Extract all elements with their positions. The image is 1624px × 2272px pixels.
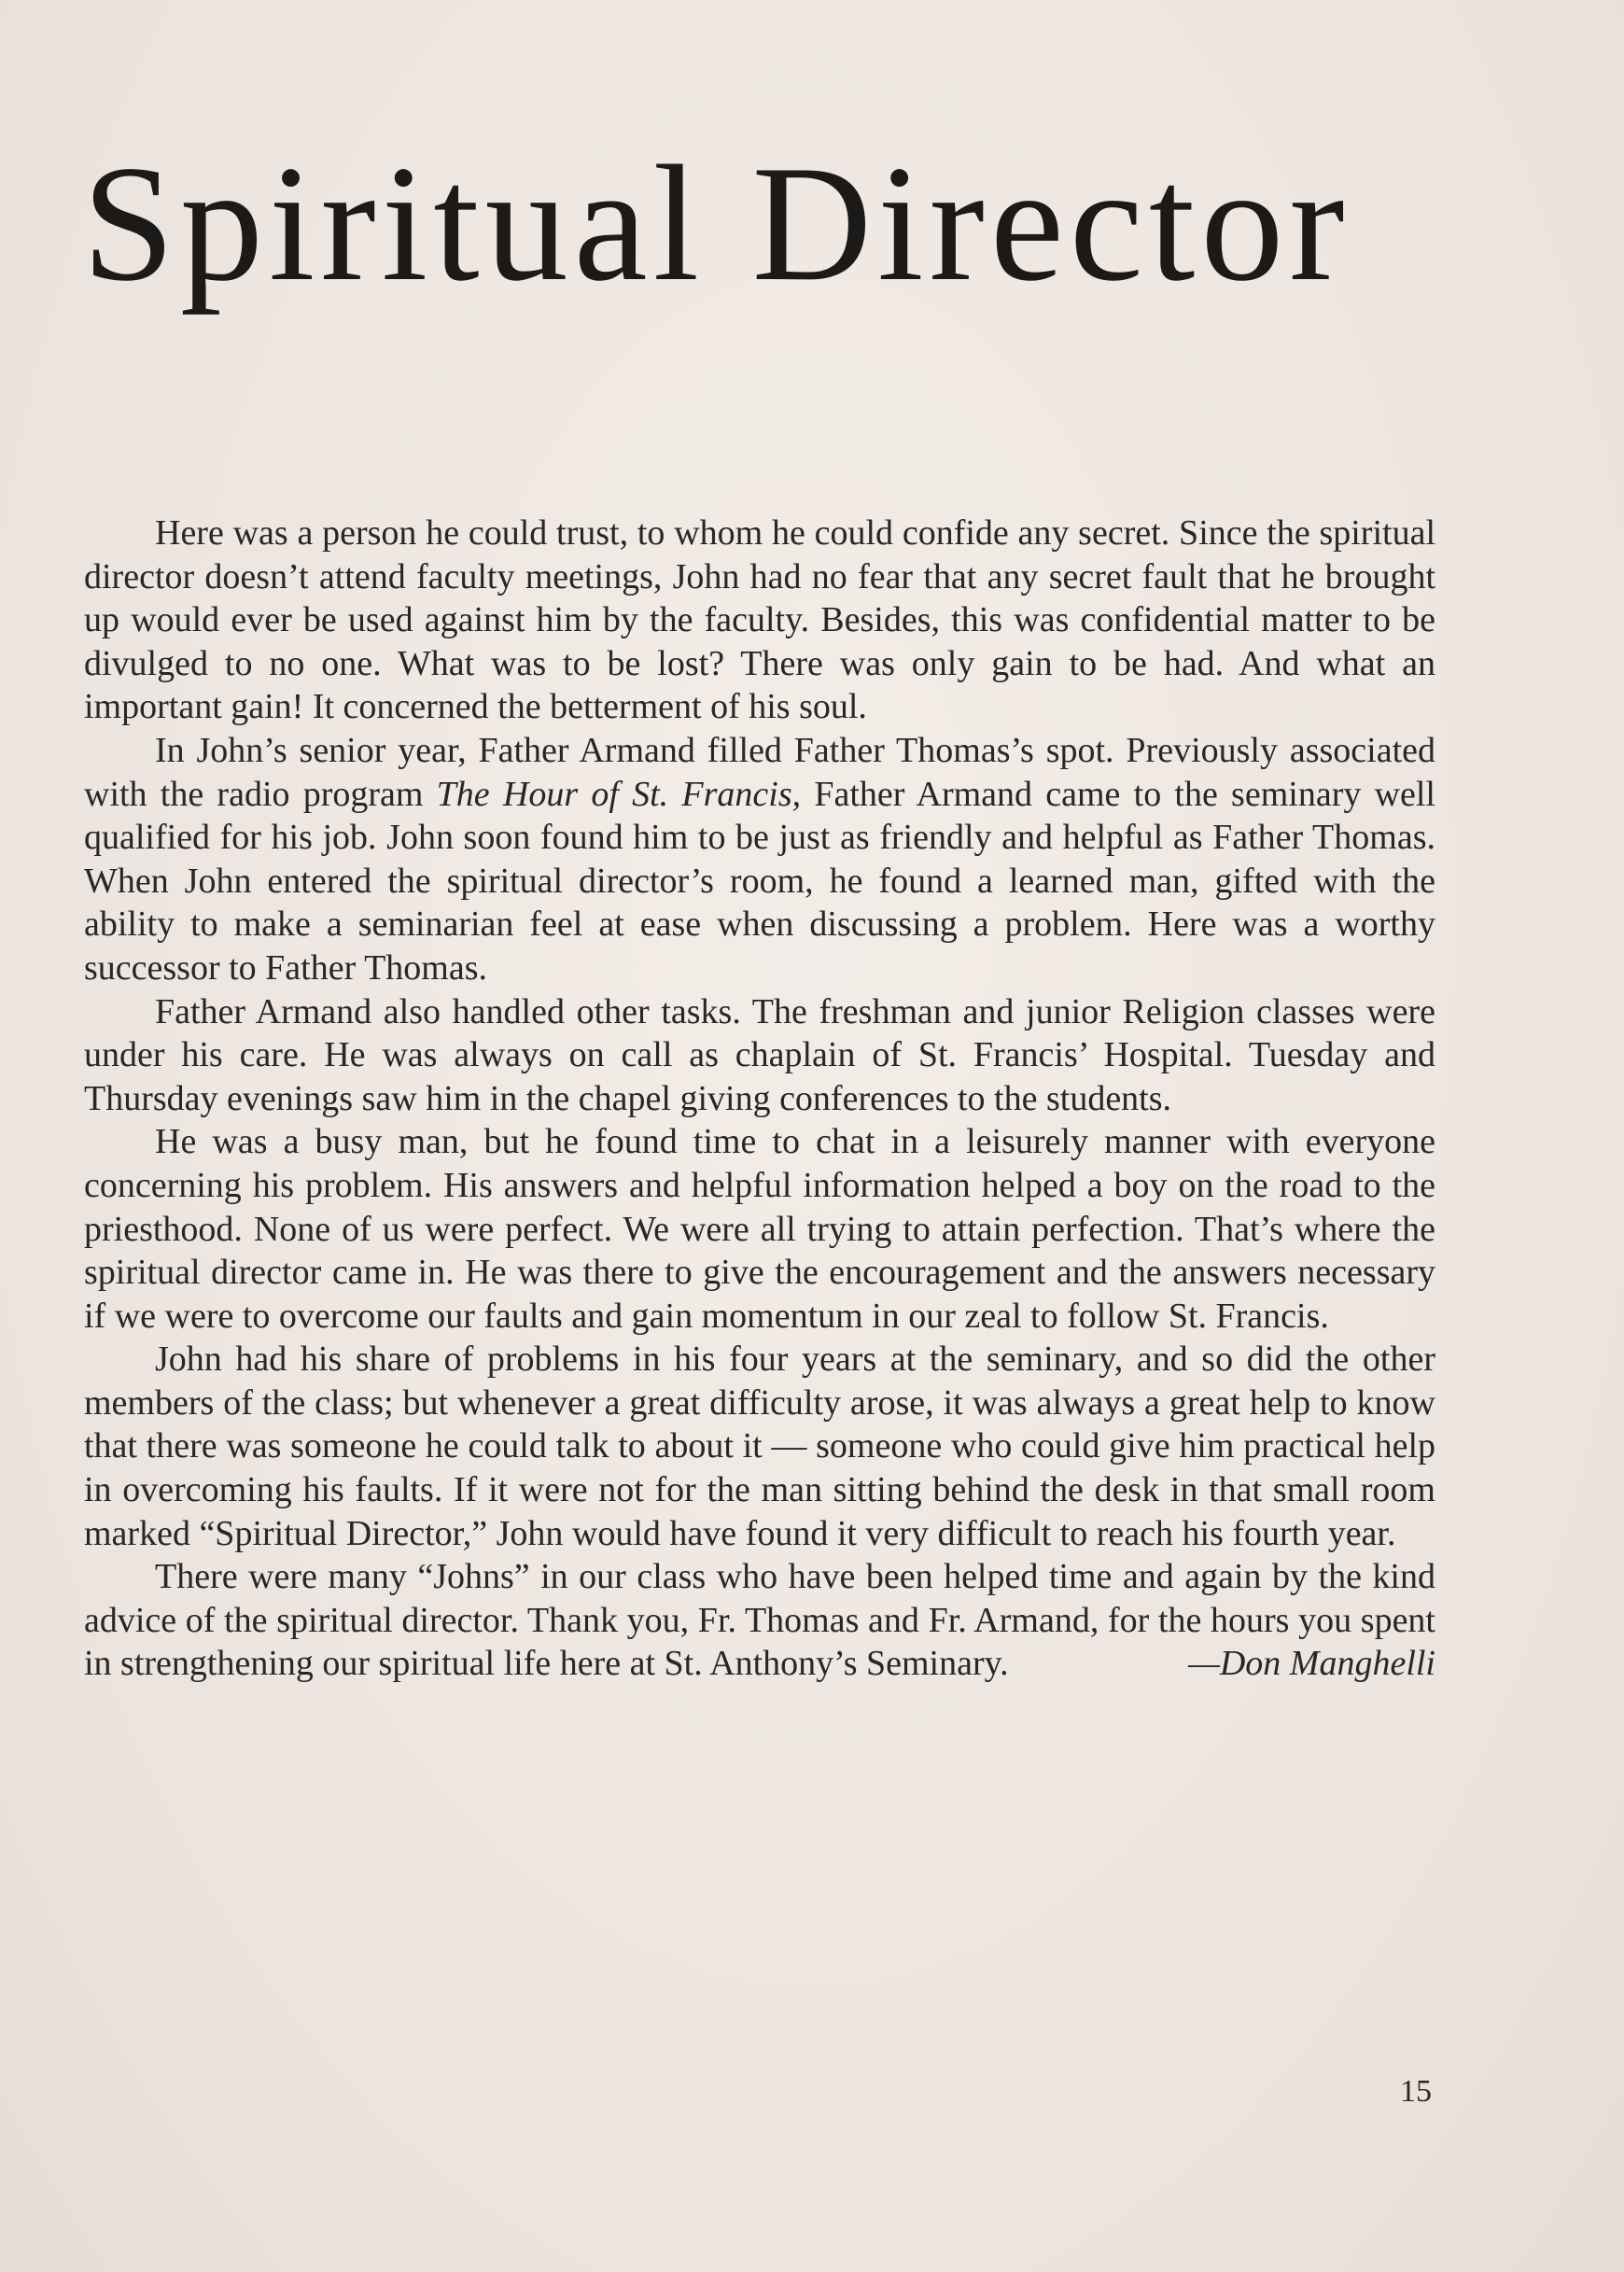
paragraph-2 [84, 729, 1435, 990]
paragraph-2-text-start: In John’s senior year, Father Armand filled Father Thomas’s spot. Previously associated with the radio program [84, 730, 1435, 814]
page-number: 15 [1400, 2074, 1432, 2109]
paragraph-2-text-end: Father Armand came to the seminary well qualified for his job. John soon found him to be just as friendly and helpful as Father Thomas. When John entered the spiritual director’s room, he found a learned man, gifted with the ability to make a seminarian feel at ease when discussing a problem. Here was a worthy successor to Father Thomas. [84, 774, 1435, 988]
paragraph-3: Father Armand also handled other tasks. The freshman and junior Religion classes were under his care. He was always on call as chaplain of St. Francis’ Hospital. Tuesday and Thursday evenings saw him in the chapel giving conferences to the students. [84, 991, 1435, 1118]
article-body [84, 512, 1435, 1686]
radio-program-title: The Hour of St. Francis, [436, 774, 802, 814]
page-title: Spiritual Director [82, 131, 1351, 316]
paragraph-6 [84, 1555, 1435, 1686]
paragraph-5: John had his share of problems in his four years at the seminary, and so did the other members of the class; but whenever a great difficulty arose, it was always a great help to know that there was someone he could talk to about it — someone who could give him practical help in overcoming his faults. If it were not for the man sitting behind the desk in that small room marked “Spiritual Director,” John would have found it very difficult to reach his fourth year. [84, 1339, 1435, 1553]
author-byline: —Don Manghelli [1188, 1644, 1435, 1684]
paragraph-4: He was a busy man, but he found time to chat in a leisurely manner with everyone concerning his problem. His answers and helpful information helped a boy on the road to the priesthood. None of us were perfect. We were all trying to attain perfection. That’s where the spiritual director came in. He was there to give the encouragement and the answers necessary if we were to overcome our faults and gain momentum in our zeal to follow St. Francis. [84, 1122, 1435, 1336]
paragraph-1: Here was a person he could trust, to whom he could confide any secret. Since the spiritual director doesn’t attend faculty meetings, John had no fear that any secret fault that he brought up would ever be used against him by the faculty. Besides, this was confidential matter to be divulged to no one. What was to be lost? There was only gain to be had. And what an important gain! It concerned the betterment of his soul. [84, 513, 1435, 727]
paragraph-6-text: There were many “Johns” in our class who have been helped time and again by the kind advice of the spiritual director. Thank you, Fr. Thomas and Fr. Armand, for the hours you spent in strengthening our spiritual life here at St. Anthony’s Seminary. [84, 1557, 1435, 1684]
